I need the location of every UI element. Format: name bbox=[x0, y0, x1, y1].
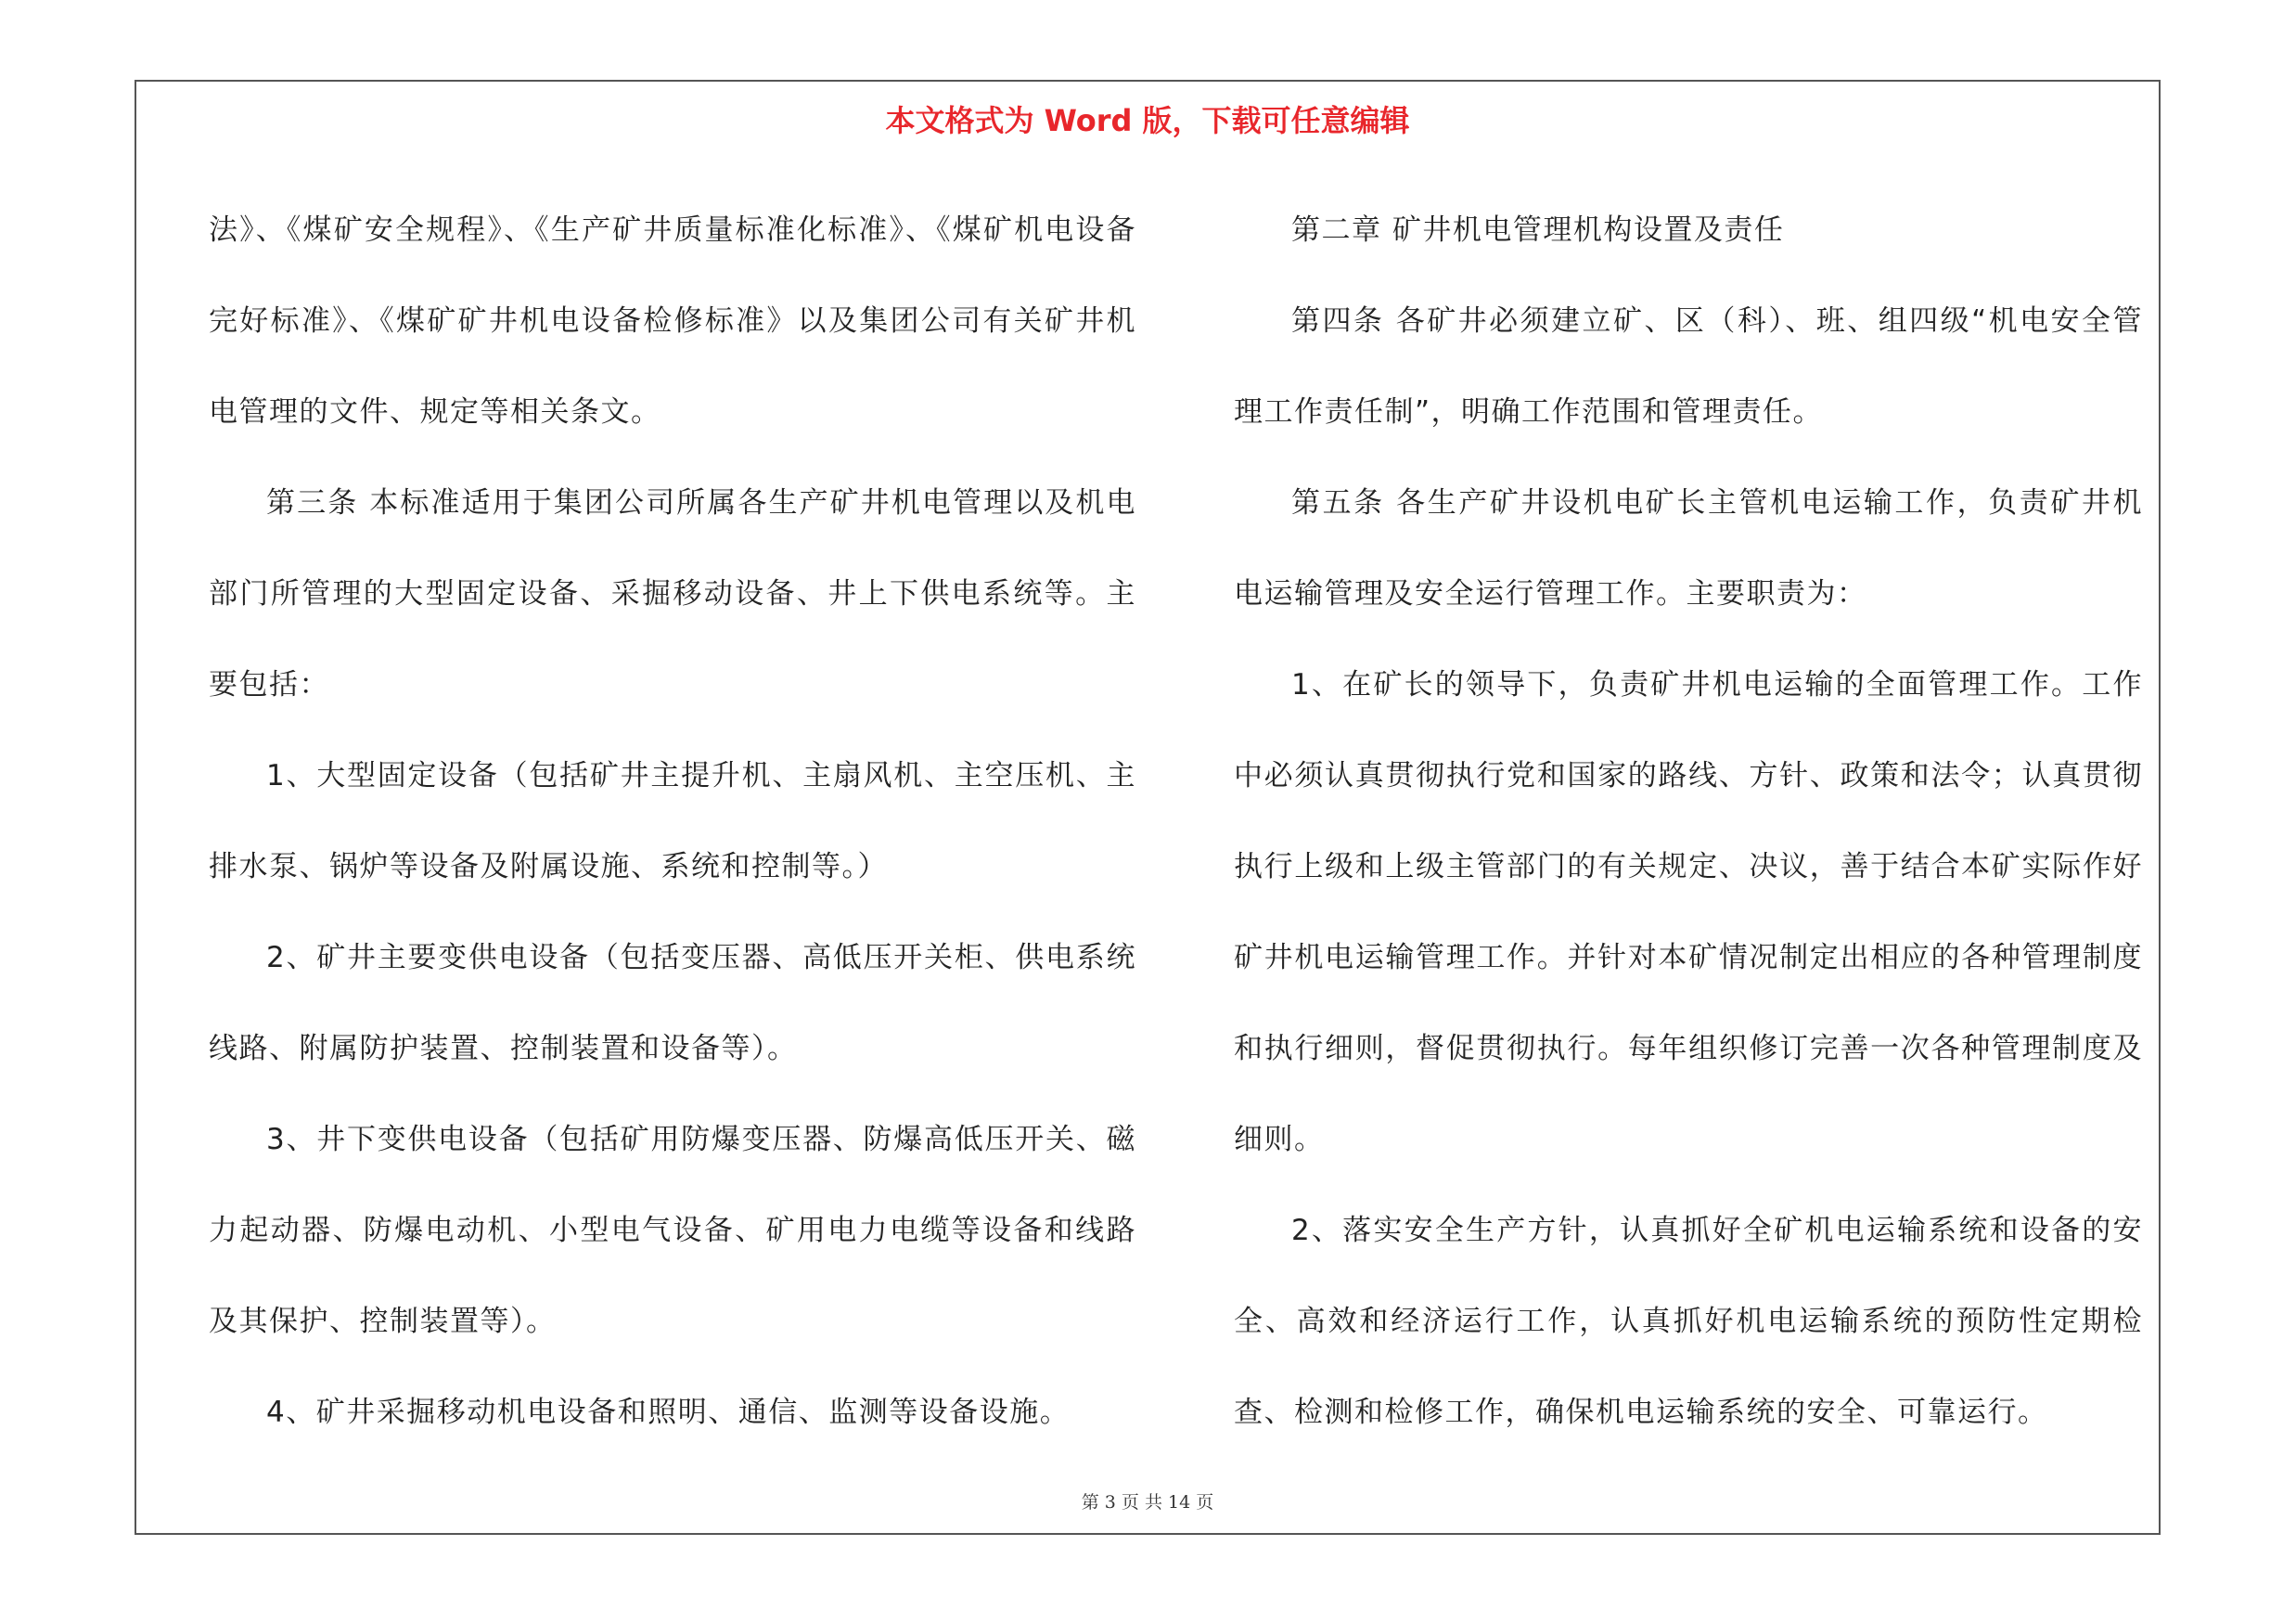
paragraph: 2、矿井主要变供电设备（包括变压器、高低压开关柜、供电系统线路、附属防护装置、控制装置和设备等）。 bbox=[209, 941, 1136, 1065]
paragraph: 1、大型固定设备（包括矿井主提升机、主扇风机、主空压机、主排水泵、锅炉等设备及附属设施、系统和控制等。） bbox=[209, 759, 1136, 883]
word-format-banner: 本文格式为 Word 版，下载可任意编辑 bbox=[885, 103, 1410, 138]
page-frame bbox=[135, 80, 2161, 1535]
paragraph: 第五条 各生产矿井设机电矿长主管机电运输工作，负责矿井机电运输管理及安全运行管理工作。主要职责为： bbox=[1234, 486, 2143, 611]
right-column bbox=[1234, 185, 2143, 1458]
chapter-heading: 第二章 矿井机电管理机构设置及责任 bbox=[1291, 213, 1785, 247]
paragraph: 4、矿井采掘移动机电设备和照明、通信、监测等设备设施。 bbox=[266, 1396, 1071, 1429]
paragraph: 3、井下变供电设备（包括矿用防爆变压器、防爆高低压开关、磁力起动器、防爆电动机、小型电气设备、矿用电力电缆等设备和线路及其保护、控制装置等）。 bbox=[209, 1123, 1136, 1338]
paragraph: 法》、《煤矿安全规程》、《生产矿井质量标准化标准》、《煤矿机电设备完好标准》、《煤矿矿井机电设备检修标准》以及集团公司有关矿井机电管理的文件、规定等相关条文。 bbox=[209, 213, 1136, 429]
paragraph: 1、在矿长的领导下，负责矿井机电运输的全面管理工作。工作中必须认真贯彻执行党和国家的路线、方针、政策和法令；认真贯彻执行上级和上级主管部门的有关规定、决议，善于结合本矿实际作好矿井机电运输管理工作。并针对本矿情况制定出相应的各种管理制度和执行细则，督促贯彻执行。每年组织修订完善一次各种管理制度及细则。 bbox=[1234, 668, 2143, 1156]
paragraph: 2、落实安全生产方针，认真抓好全矿机电运输系统和设备的安全、高效和经济运行工作，认真抓好机电运输系统的预防性定期检查、检测和检修工作，确保机电运输系统的安全、可靠运行。 bbox=[1234, 1214, 2143, 1429]
left-column bbox=[209, 185, 1136, 1458]
page-number-footer: 第 3 页 共 14 页 bbox=[1081, 1492, 1214, 1513]
paragraph: 第四条 各矿井必须建立矿、区（科）、班、组四级“机电安全管理工作责任制”，明确工作范围和管理责任。 bbox=[1234, 304, 2143, 429]
paragraph: 第三条 本标准适用于集团公司所属各生产矿井机电管理以及机电部门所管理的大型固定设备、采掘移动设备、井上下供电系统等。主要包括： bbox=[209, 486, 1136, 702]
